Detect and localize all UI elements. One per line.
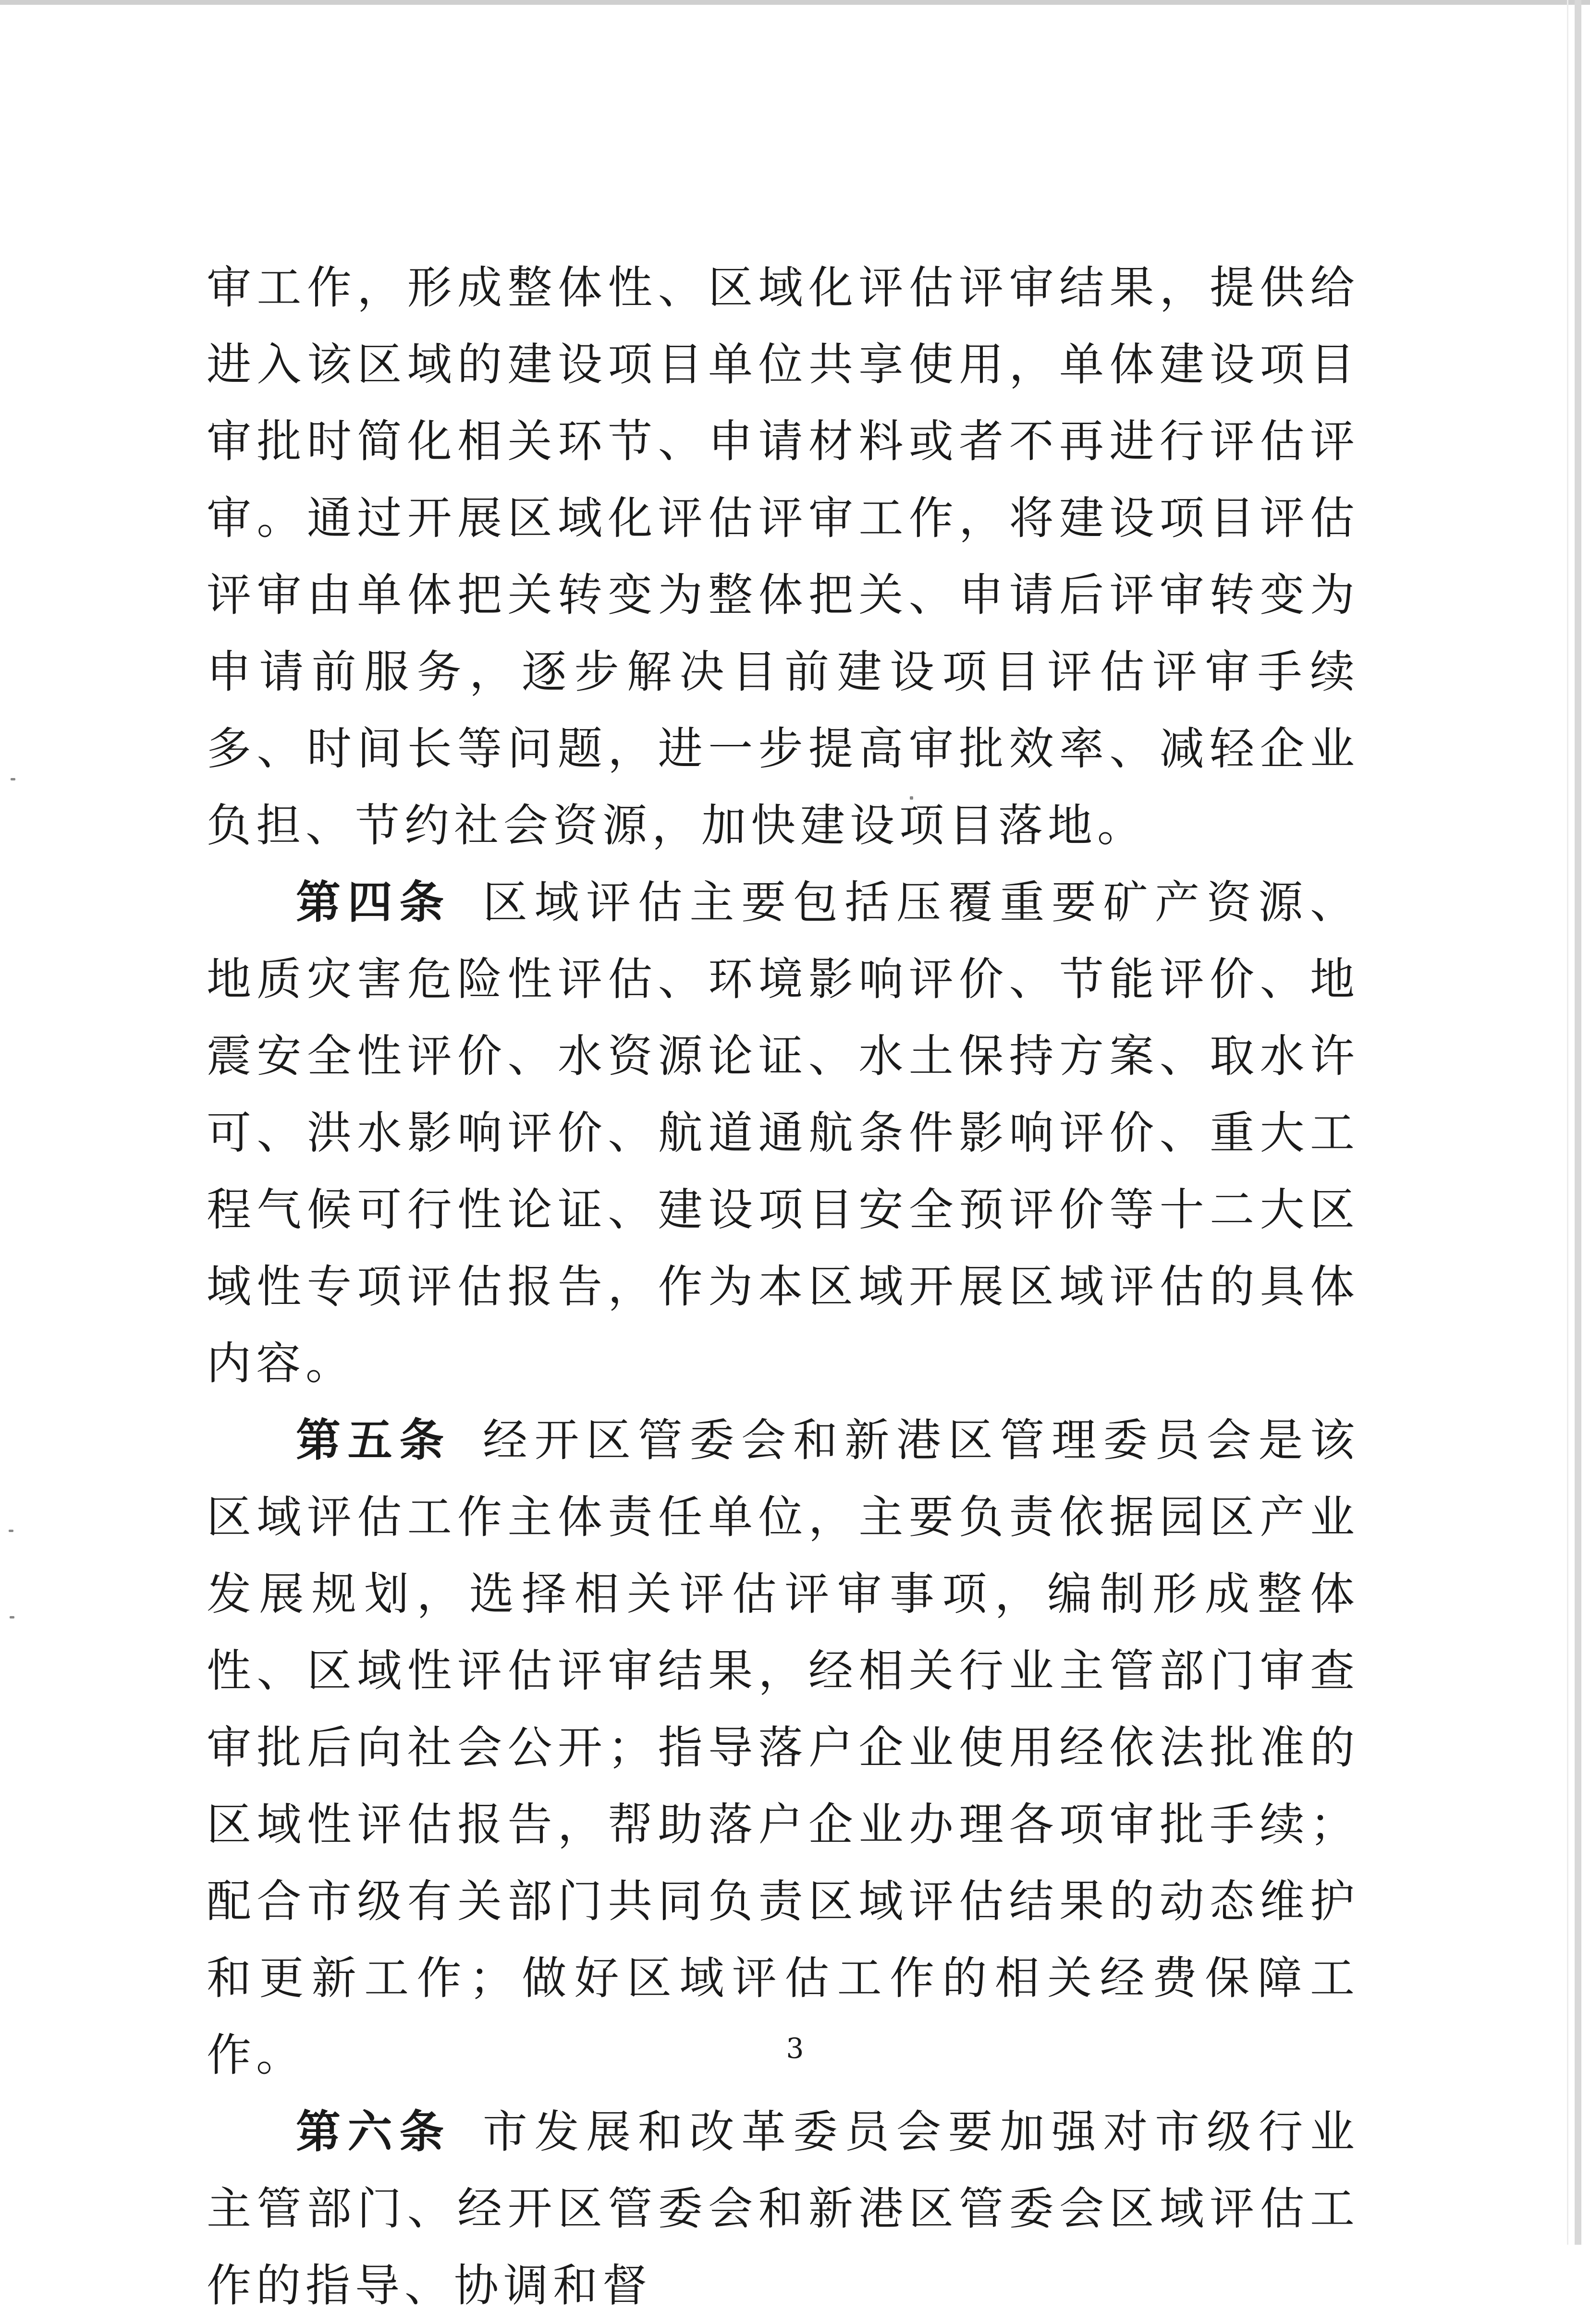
scan-right-shadow <box>1567 0 1568 2245</box>
scan-top-edge <box>0 0 1590 5</box>
paragraph-text: 经开区管委会和新港区管理委员会是该区域评估工作主体责任单位，主要负责依据园区产业发展规划，选择相关评估评审事项，编制形成整体性、区域性评估评审结果，经相关行业主管部门审查审批后向社会公开；指导落户企业使用经依法批准的区域性评估报告，帮助落户企业办理各项审批手续；配合市级有关部门共同负责区域评估结果的动态维护和更新工作；做好区域评估工作的相关经费保障工作。 <box>207 1414 1360 2081</box>
article-six <box>207 2093 1359 2324</box>
paragraph-text: 市发展和改革委员会要加强对市级行业主管部门、经开区管委会和新港区管委会区域评估工作的指导、协调和督 <box>207 2106 1360 2312</box>
article-five <box>207 1402 1359 2093</box>
scan-speck <box>10 1616 14 1618</box>
article-four <box>207 864 1359 1402</box>
paragraph-text: 审工作，形成整体性、区域化评估评审结果，提供给进入该区域的建设项目单位共享使用，单体建设项目审批时简化相关环节、申请材料或者不再进行评估评审。通过开展区域化评估评审工作，将建设项目评估评审由单体把关转变为整体把关、申请后评审转变为申请前服务，逐步解决目前建设项目评估评审手续多、时间长等问题，进一步提高审批效率、减轻企业负担、节约社会资源，加快建设项目落地。 <box>207 262 1359 852</box>
scan-speck <box>11 778 15 780</box>
article-heading: 第四条 <box>296 876 451 928</box>
scan-right-edge <box>1575 0 1581 2245</box>
article-heading: 第六条 <box>296 2105 451 2158</box>
paragraph-text: 区域评估主要包括压覆重要矿产资源、地质灾害危险性评估、环境影响评价、节能评价、地震安全性评价、水资源论证、水土保持方案、取水许可、洪水影响评价、航道通航条件影响评价、重大工程气候可行性论证、建设项目安全预评价等十二大区域性专项评估报告，作为本区域开展区域评估的具体内容。 <box>207 876 1360 1389</box>
page-number: 3 <box>786 2032 804 2065</box>
document-body <box>207 249 1359 2324</box>
paragraph-continuation <box>207 249 1359 864</box>
article-heading: 第五条 <box>296 1414 451 1466</box>
scan-speck <box>9 1530 13 1532</box>
